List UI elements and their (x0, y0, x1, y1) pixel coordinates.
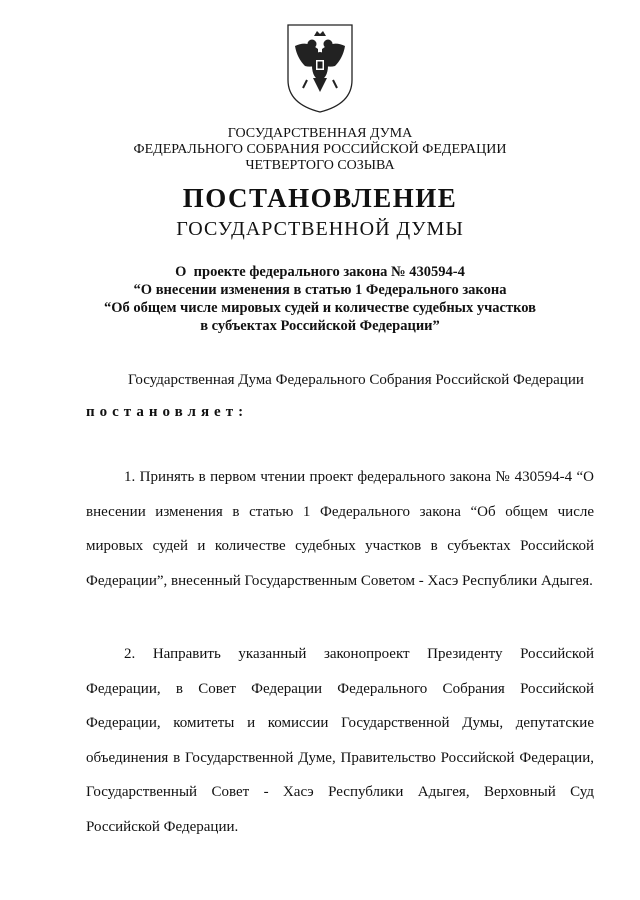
paragraph-1: 1. Принять в первом чтении проект федерального закона № 430594-4 “О внесении изменения в статью 1 Федерального закона “Об общем числе мировых судей и количестве судебных участков в субъектах Российской Федерации”, внесенный Государственным Советом - Хасэ Республики Адыгея. (86, 469, 594, 589)
subject-line: в субъектах Российской Федерации” (200, 318, 440, 334)
document-subtitle: ГОСУДАРСТВЕННОЙ ДУМЫ (176, 218, 464, 240)
header-line-3: ЧЕТВЕРТОГО СОЗЫВА (245, 158, 395, 173)
subject-line: О проекте федерального закона № 430594-4 (175, 264, 465, 280)
subject-line: “Об общем числе мировых судей и количестве судебных участков (104, 300, 536, 316)
coat-of-arms-icon (285, 22, 355, 114)
header-line-2: ФЕДЕРАЛЬНОГО СОБРАНИЯ РОССИЙСКОЙ ФЕДЕРАЦИИ (133, 142, 507, 157)
document-subject (0, 263, 640, 335)
issuer-header (0, 126, 640, 174)
document-title: ПОСТАНОВЛЕНИЕ (182, 183, 458, 213)
intro-paragraph: Государственная Дума Федерального Собрания Российской Федерации (128, 372, 584, 388)
subject-line: “О внесении изменения в статью 1 Федерального закона (133, 282, 507, 298)
resolves-label: постановляет: (86, 404, 249, 420)
paragraph-2: 2. Направить указанный законопроект Президенту Российской Федерации, в Совет Федерации Федерального Собрания Российской Федерации, комитеты и комиссии Государственной Думы, депутатские объединения в Государственной Думе, Правительство Российской Федерации, Государственный Совет - Хасэ Республики Адыгея, Верховный Суд Российской Федерации. (86, 646, 594, 835)
header-line-1: ГОСУДАРСТВЕННАЯ ДУМА (227, 126, 413, 141)
